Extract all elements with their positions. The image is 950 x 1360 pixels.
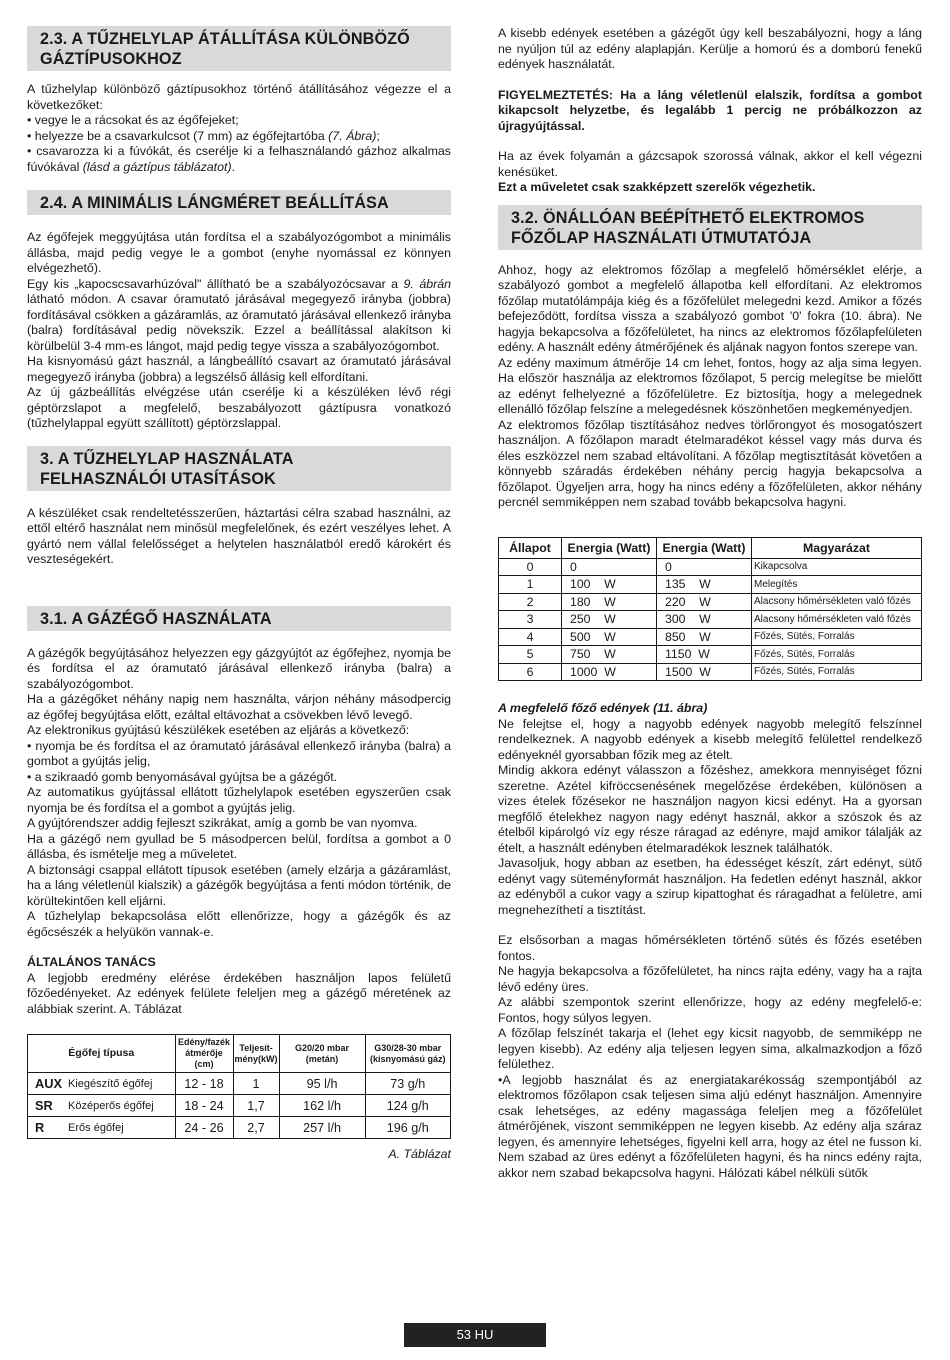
section-3-heading: 3. A TŰZHELYLAP HASZNÁLATA FELHASZNÁLÓI UTASÍTÁSOK — [27, 446, 451, 491]
header-g30: G30/28-30 mbar (kisnyomású gáz) — [365, 1035, 450, 1073]
small-pots-paragraph: A kisebb edények esetében a gázégőt úgy kell beszabályozni, hogy a láng ne nyúljon túl az edény alaplapján. Kerülje a homorú és a domború fenekű edények használatát. — [498, 26, 922, 71]
page-number: 53 HU — [404, 1323, 546, 1347]
section-3-2-paragraph-2: Az edény maximum átmérője 14 cm lehet, fontos, hogy az alja sima legyen. Ha először használja az elektromos főzőlapot, 5 percig melegítse be mielőtt az edényt felhelyezné a főzőfelületre. Ez biztosítja, hogy a melegednek ellenálló főzőlap felszíne a melegedésnek köszönhetően megkeményedjen. — [498, 355, 922, 416]
table-row: SR Középerős égőfej 18 - 24 1,7 162 l/h 124 g/h — [28, 1095, 451, 1117]
header-energy-2: Energia (Watt) — [657, 537, 752, 558]
table-row: R Erős égőfej 24 - 26 2,7 257 l/h 196 g/h — [28, 1117, 451, 1139]
suitable-pots-heading: A megfelelő főző edények (11. ábra) — [498, 701, 708, 715]
suitable-pots-paragraph-1: Ne felejtse el, hogy a nagyobb edények nagyobb melegítő felszínnel rendelkeznek. A nagyobb edények a kisebb melegítő felülettel rendelkező edényeknél gyorsabban főzik meg az ételt. — [498, 716, 922, 762]
suitable-pots-paragraph-6: Az alábbi szempontok szerint ellenőrizze, hogy az edény megfelelő-e: Fontos, hogy súlyos legyen. — [498, 995, 922, 1025]
right-column — [498, 26, 922, 1181]
section-3-1-paragraph-2: Ha a gázégőket néhány napig nem használta, várjon néhány másodpercig az égőfej begyújtása előtt, ezáltal eltávozhat a csövekben lévő levegő. — [27, 692, 451, 722]
suitable-pots-paragraph-2: Mindig akkora edényt válasszon a főzéshez, amekkora mennyiséget főzni szeretne. Azétel kifröccsenésének megelőzése érdekében, különösen a vizes ételek főzésekor ne használjon nagyon kicsi edényt. Ha a gyorsan megfőlő ételekhez nagyon nagy edényt használ, akkor a szószok és az ételből kipárolgó víz egy része ráragad az edényre, majd amikor tálalják az ételt, a használt edényben ételmaradékok lesznek találhatók. — [498, 763, 922, 855]
bullet-replace-nozzle: • csavarozza ki a fúvókát, és cserélje ki a felhasználandó gázhoz alkalmas fúvókával (lásd a gáztípus táblázatot). — [27, 144, 451, 174]
gas-taps-paragraph: Ha az évek folyamán a gázcsapok szorossá válnak, akkor el kell végezni kenésüket. — [498, 149, 922, 179]
section-3-2-heading: 3.2. ÖNÁLLÓAN BEÉPÍTHETŐ ELEKTROMOS FŐZŐLAP HASZNÁLATI ÚTMUTATÓJA — [498, 205, 922, 250]
header-g20: G20/20 mbar (metán) — [279, 1035, 365, 1073]
section-2-3-intro: A tűzhelylap különböző gáztípusokhoz történő átállításához végezze el a következőket: — [27, 82, 451, 112]
section-3-1-paragraph-8: A tűzhelylap bekapcsolása előtt ellenőrizze, hogy a gázégők és az égőcsészék a helyükön vannak-e. — [27, 909, 451, 939]
section-3-1-paragraph-5: A gyújtórendszer addig fejleszt szikrákat, amíg a gomb be van nyomva. — [27, 816, 418, 830]
bullet-remove-grates: • vegye le a rácsokat és az égőfejeket; — [27, 113, 239, 127]
header-explanation: Magyarázat — [752, 537, 922, 558]
section-2-4-paragraph-1: Az égőfejek meggyújtása után fordítsa el a szabályozógombot a minimális állásba, majd pedig vegye le a gombot (enyhe nyomással ez könnyen elvégezhető). — [27, 230, 451, 275]
section-3-1-paragraph-3: Az elektronikus gyújtású készülékek esetében az eljárás a következő: — [27, 723, 410, 737]
suitable-pots-paragraph-4: Ez elsősorban a magas hőmérsékleten történő sütés és főzés esetében fontos. — [498, 933, 922, 963]
section-3-1-paragraph-7: A biztonsági csappal ellátott típusok esetében (amely elzárja a gázáramlást, ha a láng véletlenül kialszik) a gázégők begyújtása a fenti módon történik, de körültekintően kell eljárni. — [27, 862, 451, 908]
section-2-4-paragraph-2: Egy kis „kapocscsavarhúzóval" állítható be a szabályozócsavar a 9. ábrán látható módon. A csavar óramutató járásával megegyező irányba (jobbra) fordításával csökken a gázáramlás, az óramutató járásával ellenkező irányba (balra) fordításával pedig növekszik. Ezzel a beállítással alakítson ki körülbelül 3-4 mm-es lángot, majd pedig tegye vissza a szabályozógombot. — [27, 276, 452, 353]
section-2-4-paragraph-3: Ha kisnyomású gázt használ, a lángbeállító csavart az óramutató járásával megegyező irányba (jobbra) a legszélső állásig kell elfordítani. — [27, 354, 451, 384]
section-3-2-paragraph-1: Ahhoz, hogy az elektromos főzőlap a megfelelő hőmérséklet elérje, a szabályozó gombot a megfelelő állapotba kell elfordítani. Az elektromos főzőlap mutatólámpája kiég és a főzőfelület melegedni kezd. Amikor a főzés befejeződött, fordítsa vissza a szabályozó gombot '0' fokra (10. ábra). Ne hagyja bekapcsolva a főzőfelületet, ha nincs az elektromos főzőlapfelületen edény. A használt edény átmérőjének és aljának nagyon fontos szerepe van. — [498, 262, 922, 354]
section-3-2-paragraph-3: Az elektromos főzőlap tisztításához nedves törlőrongyot és mosogatószert használjon. A főzőlapon maradt ételmaradékot késsel vagy más durva és éles eszközzel nem szabad eltávolítani. A főzőlap megtisztítását követően a könnyebb száradás érdekében néhány percig hagyja bekapcsolva a főzőlapot. Ügyeljen arra, hogy ha nincs edény a főzőfelületen, akkor néhány percnél semmiképpen nem szabad tovább bekapcsolva hagyni. — [498, 417, 922, 509]
section-3-paragraph: A készüléket csak rendeltetésszerűen, háztartási célra szabad használni, az ettől eltérő használat nem minősül megfelelőnek, és ezért veszélyes lehet. A gyártó nem vállal felelősséget a helytelen használatból eredő károkért és veszteségekért. — [27, 505, 451, 566]
suitable-pots-paragraph-8: •A legjobb használat és az energiatakarékosság szempontjából az elektromos főzőlapon csak teljesen sima aljú edényt használjon. Amennyire csak lehetséges, az edény magassága feleljen meg a főzőfelület átmérőjének, viszont semmiképpen ne legyen kisebb. Az edény alja száraz legyen, és amennyire lehetséges, figyelni kell arra, hogy az étel ne fusson ki. Nem szabad az üres edényt a főzőfelületen hagyni, és ha nincs edény rajta, akkor nem szabad bekapcsolva hagyni. Hálózati kábel nélküli sütők — [498, 1072, 922, 1180]
burner-table-header — [28, 1035, 451, 1073]
section-2-4-heading: 2.4. A MINIMÁLIS LÁNGMÉRET BEÁLLÍTÁSA — [27, 190, 451, 215]
suitable-pots-paragraph-3: Javasoljuk, hogy abban az esetben, ha édességet készít, zárt edényt, sütő edényt vagy süteményformát használjon. Ha fedetlen edényt használ, akkor az edényből a cukor vagy a szirup kipattoghat és ráragadhat a felületre, ami megnehezíthetí a tisztítást. — [498, 856, 922, 917]
table-row: 0 0 0 Kikapcsolva — [499, 558, 922, 576]
table-a-caption: A. Táblázat — [388, 1147, 451, 1161]
table-row: 2 180 W 220 W Alacsony hőmérsékleten való főzés — [499, 593, 922, 611]
header-energy-1: Energia (Watt) — [562, 537, 657, 558]
table-row: AUX Kiegészítő égőfej 12 - 18 1 95 l/h 73 g/h — [28, 1073, 451, 1095]
header-state: Állapot — [499, 537, 562, 558]
gas-taps-bold-note: Ezt a műveletet csak szakképzett szerelők végezhetik. — [498, 180, 816, 194]
section-3-1-paragraph-4: Az automatikus gyújtással ellátott tűzhelylapok esetében egyszerűen csak nyomja be és fordítsa el a gombot a gyújtás jelig. — [27, 785, 451, 815]
section-3-1-paragraph-1: A gázégők begyújtásához helyezzen egy gázgyújtót az égőfejhez, nyomja be és fordítsa el az óramutató járásával ellenkező irányba (balra) a szabályozógombot. — [27, 645, 451, 691]
bullet-insert-wrench: • helyezze be a csavarkulcsot (7 mm) az égőfejtartóba (7. Ábra); — [27, 128, 380, 143]
section-3-1-heading: 3.1. A GÁZÉGŐ HASZNÁLATA — [27, 606, 451, 631]
header-pot-diameter: Edény/fazék átmérője (cm) — [175, 1035, 233, 1073]
header-burner-type: Égőfej típusa — [28, 1035, 176, 1073]
hotplate-table-header — [499, 537, 922, 558]
table-row: 1 100 W 135 W Melegítés — [499, 576, 922, 594]
section-3-1-bullet-1: • nyomja be és fordítsa el az óramutató járásával ellenkező irányba (balra) a gombot a gyújtás jelig, — [27, 738, 451, 768]
section-3-1-paragraph-6: Ha a gázégő nem gyullad be 5 másodpercen belül, fordítsa a gombot a 0 állásba, és ismételje meg a műveletet. — [27, 831, 451, 861]
suitable-pots-paragraph-5: Ne hagyja bekapcsolva a főzőfelületet, ha nincs rajta edény, vagy ha a rajta lévő edény üres. — [498, 964, 922, 994]
table-row: 6 1000 W 1500 W Főzés, Sütés, Forralás — [499, 663, 922, 681]
table-row: 5 750 W 1150 W Főzés, Sütés, Forralás — [499, 646, 922, 664]
general-advice-heading: ÁLTALÁNOS TANÁCS — [27, 955, 156, 969]
left-column — [27, 26, 451, 1161]
section-2-3-heading: 2.3. A TŰZHELYLAP ÁTÁLLÍTÁSA KÜLÖNBÖZŐ GÁZTÍPUSOKHOZ — [27, 26, 451, 71]
hotplate-table — [498, 537, 922, 682]
general-advice-paragraph: A legjobb eredmény elérése érdekében használjon lapos felületű főzőedényeket. Az edények felülete feleljen meg a gázégő méretének az alábbiak szerint. A. Táblázat — [27, 970, 451, 1016]
section-3-1-bullet-2: • a szikraadó gomb benyomásával gyújtsa be a gázégőt. — [27, 769, 338, 784]
warning-paragraph: FIGYELMEZTETÉS: Ha a láng véletlenül elalszik, fordítsa a gombot kikapcsolt helyzetbe, és legalább 1 percig ne próbálkozzon az újragyújtással. — [498, 87, 922, 133]
table-row: 4 500 W 850 W Főzés, Sütés, Forralás — [499, 628, 922, 646]
table-row: 3 250 W 300 W Alacsony hőmérsékleten való főzés — [499, 611, 922, 629]
header-power: Teljesít-mény(kW) — [233, 1035, 279, 1073]
section-2-4-paragraph-4: Az új gázbeállítás elvégzése után cserélje ki a készüléken lévő régi géptörzslapot a megfelelő, beszabályozott gáztípusra vonatkozó (tűzhelylappal együtt szállított) géptörzslappal. — [27, 385, 451, 430]
burner-table — [27, 1034, 451, 1139]
suitable-pots-paragraph-7: A főzőlap felszínét takarja el (lehet egy kicsit nagyobb, de semmiképp ne legyen kisebb). Az edény alja teljesen legyen sima, alkalmazkodjon a főző felülethez. — [498, 1026, 922, 1071]
